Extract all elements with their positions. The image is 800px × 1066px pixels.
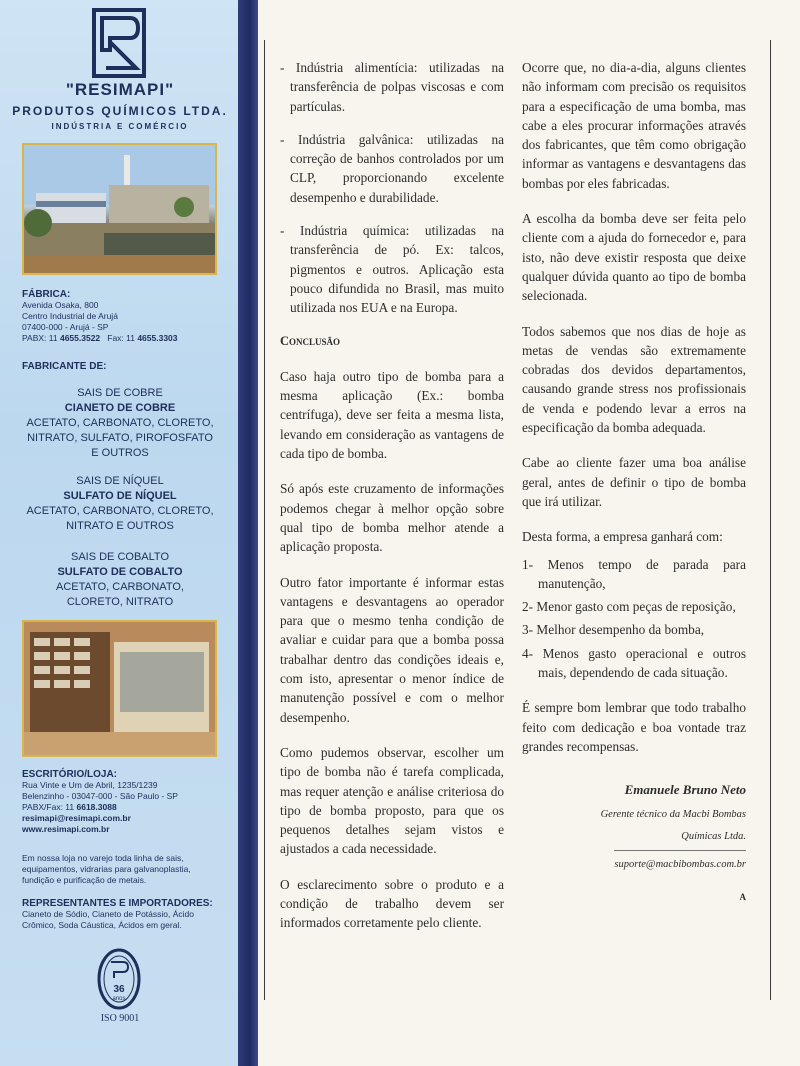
paragraph: A escolha da bomba deve ser feita pelo cliente com a ajuda do fornecedor e, para isto, não deve existir resposta que deixe qualquer dúvida quanto ao tipo de bomba selecionada. [522,211,746,304]
seal-years: 36 [113,984,125,995]
store-note-line: fundição e purificação de metais. [22,875,147,885]
resimapi-logo [92,8,146,78]
product-highlight: CIANETO DE COBRE [64,402,176,414]
paragraph: Só após este cruzamento de informações podemos chegar à melhor opção sobre qual tipo de bomba melhor atende a aplicação proposta. [280,481,504,555]
paragraph: Cabe ao cliente fazer uma boa análise geral, antes de definir o tipo de bomba que irá utilizar. [522,455,746,509]
maker-heading-block [22,361,106,372]
factory-address-line: 07400-000 - Arujá - SP [22,322,109,332]
product-title: SAIS DE COBALTO [70,551,169,563]
column-rule [264,40,265,1000]
store-email[interactable]: resimapi@resimapi.com.br [22,813,131,823]
store-note-line: Em nossa loja no varejo toda linha de sais, [22,853,184,863]
bullet-item: - Indústria química: utilizadas na transferência de pó. Ex: talcos, pigmentos e outros. Aplicação esta pouco difundida no Brasil, mas muito utilizada nos EUA e na Europa. [280,223,504,316]
maker-heading: FABRICANTE DE: [22,361,107,372]
store-note-line: equipamentos, vidrarias para galvanoplastia, [22,864,191,874]
closing-paragraph: É sempre bom lembrar que todo trabalho feito com dedicação e boa vontade traz grandes recompensas. [522,700,746,754]
product-group-nickel [0,474,240,534]
iso-certification: ISO 9001 [100,1013,140,1024]
author-email[interactable]: suporte@macbibombas.com.br [614,850,746,874]
article-page [258,0,800,1066]
product-line: E OUTROS [91,447,149,459]
author-title-line: Gerente técnico da Macbi Bombas [600,808,746,820]
paragraph: O esclarecimento sobre o produto e a condição de trabalho devem ser informados corretamente pelo cliente. [280,876,504,931]
store-phone: 6618.3088 [76,802,117,812]
list-item: 1- Menos tempo de parada para manutenção, [522,556,746,591]
product-line: NITRATO, SULFATO, PIROFOSFATO [27,432,213,444]
company-name: PRODUTOS QUÍMICOS LTDA. [12,104,228,118]
store-phone-line [22,802,178,813]
list-item: 3- Melhor desempenho da bomba, [522,622,705,638]
company-tagline: INDÚSTRIA E COMÉRCIO [51,122,189,131]
product-line: ACETATO, CARBONATO, CLORETO, [26,417,214,429]
product-line: ACETATO, CARBONATO, CLORETO, [26,505,214,517]
article-column-right [522,58,746,907]
phone-prefix: PABX/Fax: 11 [22,802,77,812]
factory-phone-line [22,333,178,344]
factory-fax: 4655.3303 [137,333,178,343]
product-highlight: SULFATO DE NÍQUEL [63,490,177,502]
article-column-left [280,58,504,949]
store-note [22,853,191,886]
paragraph: Desta forma, a empresa ganhará com: [522,529,723,545]
anniversary-seal [97,948,141,1010]
store-website[interactable]: www.resimapi.com.br [22,824,110,834]
signature-block [522,780,746,907]
seal-word: anos [112,996,126,1002]
column-rule [770,40,771,1000]
author-title-line: Químicas Ltda. [681,830,746,842]
section-heading: Conclusão [280,333,341,348]
sidebar-edge-band [238,0,258,1066]
product-line: NITRATO E OUTROS [66,520,174,532]
reps-line: Crômico, Soda Cáustica, Ácidos em geral. [22,920,182,930]
product-group-copper [0,386,240,461]
store-photo [22,620,217,757]
reps-info [22,898,213,931]
page-mark: A [739,891,746,902]
bullet-item: - Indústria alimentícia: utilizadas na transferência de polpas viscosas e com partículas. [280,60,504,114]
product-highlight: SULFATO DE COBALTO [57,566,183,578]
product-title: SAIS DE NÍQUEL [76,475,164,487]
paragraph: Todos sabemos que nos dias de hoje as metas de vendas são extremamente cobradas dos devidos departamentos, causando grande stress nos profissionais de venda e podendo levar a erros na especificação da bomba adequada. [522,323,746,436]
paragraph: Outro fator importante é informar estas vantagens e desvantagens ao operador para que o mesmo tenha condição de avaliar e cuidar para que a bomba possa trabalhar dentro das condições ideais e, com isto, apresentar o menor índice de manutenção possível e com o melhor desempenho. [280,574,504,725]
store-address-line: Rua Vinte e Um de Abril, 1235/1239 [22,780,158,790]
paragraph: Caso haja outro tipo de bomba para a mesma aplicação (Ex.: bomba centrífuga), deve ser feita a mesma lista, levando em consideração as vantagens de cada tipo de bomba. [280,368,504,462]
product-line: CLORETO, NITRATO [66,596,174,608]
paragraph: Como pudemos observar, escolher um tipo de bomba não é tarefa complicada, mas requer atenção e análise criteriosa do tipo de bomba proposto, para que os pequenos detalhes sejam vistos e ajustados a cada necessidade. [280,744,504,857]
factory-address-line: Avenida Osaka, 800 [22,300,99,310]
store-heading: ESCRITÓRIO/LOJA: [22,769,118,780]
bullet-item: - Indústria galvânica: utilizadas na correção de banhos controlados por um CLP, proporcionando excelente desempenho e durabilidade. [280,131,504,205]
product-group-cobalt [0,550,240,610]
paragraph: Ocorre que, no dia-a-dia, alguns clientes não informam com precisão os requisitos para a especificação de uma bomba, mas cabe a eles procurar informações através dos fabricantes, que têm como obrigação informar as vantagens e desvantagens das bombas por eles fabricadas. [522,60,746,191]
advertisement-sidebar [0,0,240,1066]
product-title: SAIS DE COBRE [77,387,163,399]
author-name: Emanuele Bruno Neto [624,782,746,798]
factory-info [22,289,178,344]
store-address-line: Belenzinho - 03047-000 - São Paulo - SP [22,791,178,801]
factory-heading: FÁBRICA: [22,289,71,300]
factory-address-line: Centro Industrial de Arujá [22,311,118,321]
reps-line: Cianeto de Sódio, Cianeto de Potássio, Ácido [22,909,195,919]
reps-heading: REPRESENTANTES E IMPORTADORES: [22,898,213,909]
factory-photo [22,143,217,275]
factory-phone: 4655.3522 [59,333,101,343]
brand-name: "RESIMAPI" [65,80,175,99]
fax-prefix: Fax: 11 [107,333,138,343]
list-item: 2- Menor gasto com peças de reposição, [522,599,736,615]
phone-prefix: PABX: 11 [22,333,60,343]
list-item: 4- Menos gasto operacional e outros mais, dependendo de cada situação. [522,645,746,681]
store-info [22,769,178,835]
product-line: ACETATO, CARBONATO, [56,581,184,593]
